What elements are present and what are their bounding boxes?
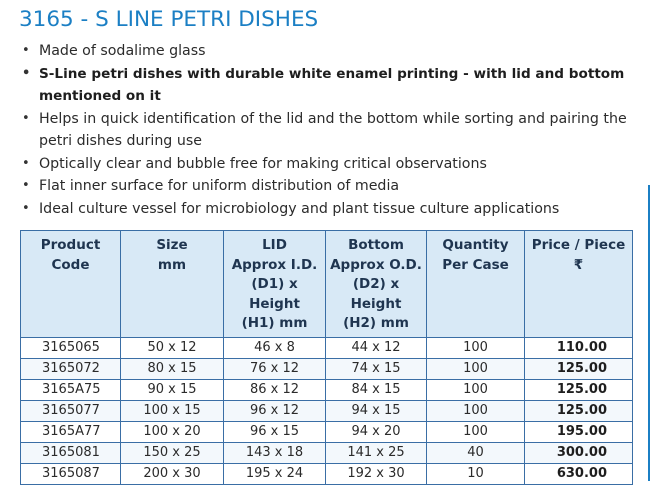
cell-qty: 100 — [427, 400, 525, 421]
feature-text: Flat inner surface for uniform distribution of media — [39, 178, 400, 194]
header-price — [525, 231, 633, 338]
feature-item — [20, 40, 630, 63]
cell-bottom: 94 x 15 — [326, 400, 427, 421]
header-lid — [224, 231, 326, 338]
table-row — [21, 379, 633, 400]
cell-bottom: 141 x 25 — [326, 442, 427, 463]
header-line: (D2) x Height — [350, 276, 402, 312]
header-line: (H1) mm — [241, 315, 308, 331]
table-row — [21, 442, 633, 463]
header-product-code — [21, 231, 121, 338]
cell-lid: 143 x 18 — [224, 442, 326, 463]
cell-code: 3165A77 — [21, 421, 121, 442]
cell-price: 125.00 — [525, 379, 633, 400]
table-header-row — [21, 231, 633, 338]
side-divider — [648, 185, 650, 481]
header-line: Per Case — [442, 256, 509, 273]
table-row — [21, 358, 633, 379]
feature-item — [20, 108, 630, 153]
header-bottom — [326, 231, 427, 338]
cell-size: 200 x 30 — [121, 463, 224, 484]
cell-qty: 100 — [427, 337, 525, 358]
bullet-icon: • — [22, 200, 30, 216]
cell-price: 195.00 — [525, 421, 633, 442]
feature-item — [20, 198, 630, 221]
header-line: mm — [157, 256, 187, 273]
cell-code: 3165087 — [21, 463, 121, 484]
cell-bottom: 192 x 30 — [326, 463, 427, 484]
cell-size: 100 x 15 — [121, 400, 224, 421]
cell-qty: 100 — [427, 421, 525, 442]
header-quantity — [427, 231, 525, 338]
product-table — [20, 230, 633, 485]
cell-qty: 100 — [427, 379, 525, 400]
cell-lid: 76 x 12 — [224, 358, 326, 379]
bullet-icon: • — [22, 155, 30, 171]
header-line: Approx O.D. — [330, 256, 422, 273]
cell-qty: 10 — [427, 463, 525, 484]
feature-item — [20, 153, 630, 176]
cell-size: 50 x 12 — [121, 337, 224, 358]
header-line: Bottom — [348, 237, 404, 253]
cell-code: 3165072 — [21, 358, 121, 379]
cell-code: 3165065 — [21, 337, 121, 358]
bullet-icon: • — [22, 178, 30, 193]
rupee-icon: ₹ — [573, 256, 584, 273]
cell-price: 300.00 — [525, 442, 633, 463]
header-line: Size — [156, 237, 188, 253]
header-line: Quantity — [442, 237, 509, 253]
feature-text: Helps in quick identification of the lid and the bottom while sorting and pairing the petri dishes during use — [39, 110, 627, 149]
cell-price: 630.00 — [525, 463, 633, 484]
cell-price: 125.00 — [525, 400, 633, 421]
table-row — [21, 400, 633, 421]
cell-code: 3165081 — [21, 442, 121, 463]
cell-lid: 96 x 12 — [224, 400, 326, 421]
cell-size: 100 x 20 — [121, 421, 224, 442]
header-line: (H2) mm — [343, 315, 409, 331]
cell-size: 150 x 25 — [121, 442, 224, 463]
feature-text: Made of sodalime glass — [39, 43, 206, 59]
cell-code: 3165A75 — [21, 379, 121, 400]
feature-text: Optically clear and bubble free for making critical observations — [39, 155, 487, 172]
cell-bottom: 44 x 12 — [326, 337, 427, 358]
header-line: Code — [51, 256, 90, 273]
feature-text: Ideal culture vessel for microbiology and plant tissue culture applications — [39, 200, 560, 217]
feature-list — [20, 40, 630, 220]
cell-lid: 195 x 24 — [224, 463, 326, 484]
table-row — [21, 421, 633, 442]
cell-size: 80 x 15 — [121, 358, 224, 379]
bullet-icon: • — [22, 43, 30, 58]
header-line: LID — [262, 237, 287, 253]
header-line: (D1) x Height — [249, 276, 300, 312]
cell-price: 110.00 — [525, 337, 633, 358]
cell-lid: 46 x 8 — [224, 337, 326, 358]
header-line: Approx I.D. — [231, 256, 318, 273]
cell-lid: 86 x 12 — [224, 379, 326, 400]
cell-bottom: 94 x 20 — [326, 421, 427, 442]
cell-qty: 100 — [427, 358, 525, 379]
page-title: 3165 - S LINE PETRI DISHES — [19, 7, 319, 32]
bullet-icon: • — [22, 65, 31, 81]
feature-text: S-Line petri dishes with durable white enamel printing - with lid and bottom mentioned on it — [39, 65, 625, 104]
cell-code: 3165077 — [21, 400, 121, 421]
cell-size: 90 x 15 — [121, 379, 224, 400]
bullet-icon: • — [22, 110, 30, 126]
header-line: Price / Piece — [531, 237, 626, 253]
table-row — [21, 337, 633, 358]
cell-bottom: 74 x 15 — [326, 358, 427, 379]
cell-bottom: 84 x 15 — [326, 379, 427, 400]
feature-item — [20, 175, 630, 198]
header-line: Product — [40, 237, 101, 253]
cell-qty: 40 — [427, 442, 525, 463]
cell-price: 125.00 — [525, 358, 633, 379]
feature-item — [20, 63, 630, 108]
header-size — [121, 231, 224, 338]
cell-lid: 96 x 15 — [224, 421, 326, 442]
